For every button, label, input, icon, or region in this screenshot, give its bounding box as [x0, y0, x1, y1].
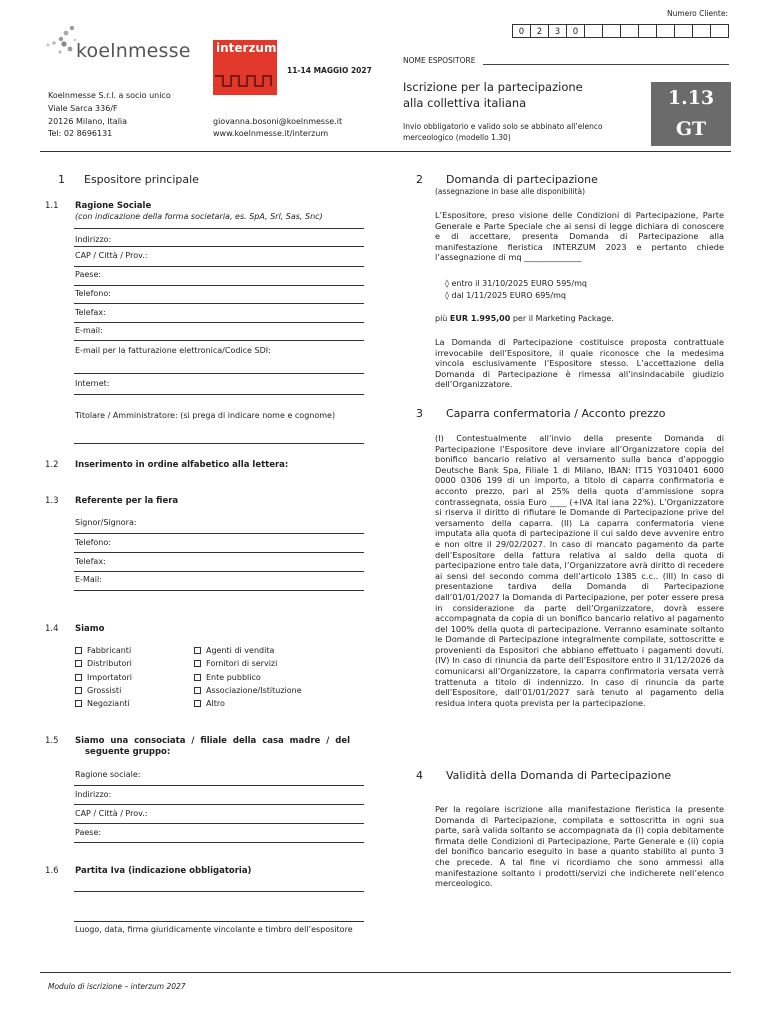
form-title-line1: Iscrizione per la partecipazione	[403, 80, 583, 94]
section-1-5-title-line1: Siamo una consociata / filiale della casa madre / del	[75, 736, 351, 746]
section-4-paragraph: Per la regolare iscrizione alla manifestazione fieristica la presente Domanda di Partecipazione, compilata e sottoscritta in ogni sua parte, sarà valida soltanto se accompagnata da (i) copia debitamente firmata delle Condizioni di Partecipazione, Parte Generale e (ii) copia del bonifico bancario eseguito in base a quanto stabilito al punto 3 che precede. A tal fine vi ricordiamo che sono ammessi alla manifestazione soltanto i prodotti/servizi che indicherete nell’elenco merceologico.	[435, 804, 724, 889]
section-1-6-number: 1.6	[45, 866, 59, 876]
checkbox-icon[interactable]	[75, 647, 82, 654]
signature-label: Luogo, data, firma giuridicamente vincolante e timbro dell’espositore	[75, 925, 353, 934]
marketing-pre: più	[435, 314, 450, 323]
form-title-line2: alla collettiva italiana	[403, 96, 527, 110]
paese-label: Paese:	[75, 270, 102, 279]
company-address: Viale Sarca 336/F	[48, 104, 118, 113]
partita-iva-field[interactable]	[74, 891, 364, 892]
telefax-field[interactable]	[74, 322, 364, 323]
section-2-number: 2	[416, 173, 423, 186]
paese-field[interactable]	[74, 285, 364, 286]
section-2-title: Domanda di partecipazione	[446, 173, 598, 186]
siamo-option[interactable]	[194, 659, 277, 668]
company-name: Koelnmesse S.r.l. a socio unico	[48, 91, 171, 100]
radio-icon: ◊	[445, 279, 452, 288]
client-number-label: Numero Cliente:	[666, 9, 728, 18]
interzum-logo-text: interzum	[216, 41, 277, 55]
form-note-line1: Invio obbligatorio e valido solo se abbinato all’elenco	[403, 122, 603, 131]
internet-field[interactable]	[74, 394, 364, 395]
contact-website[interactable]: www.koelnmesse.it/interzum	[213, 129, 329, 138]
telefono-label: Telefono:	[75, 289, 111, 298]
price-option-1[interactable]	[445, 279, 587, 288]
section-3-number: 3	[416, 407, 423, 420]
paese-2-label: Paese:	[75, 828, 102, 837]
siamo-option-label: Distributori	[87, 659, 132, 669]
indirizzo-label: Indirizzo:	[75, 235, 112, 244]
client-number-cell[interactable]	[710, 24, 729, 38]
siamo-option[interactable]	[75, 699, 130, 708]
client-number-cell[interactable]: 0	[566, 24, 585, 38]
cap-2-label: CAP / Città / Prov.:	[75, 809, 148, 818]
indirizzo-2-label: Indirizzo:	[75, 790, 112, 799]
marketing-post: per il Marketing Package.	[510, 314, 614, 323]
section-1-6-title: Partita Iva (indicazione obbligatoria)	[75, 866, 252, 876]
contact-email[interactable]: giovanna.bosoni@koelnmesse.it	[213, 117, 343, 126]
price-option-1-label: entro il 31/10/2025 EURO 595/mq	[451, 279, 587, 288]
siamo-option[interactable]	[75, 659, 132, 668]
ragione-sociale-2-field[interactable]	[74, 785, 364, 786]
ragione-sociale-field[interactable]	[74, 228, 364, 229]
checkbox-icon[interactable]	[75, 674, 82, 681]
siamo-option[interactable]	[194, 686, 302, 695]
client-number-cell[interactable]: 0	[512, 24, 531, 38]
email-sdi-field[interactable]	[74, 373, 364, 374]
interzum-logo	[213, 40, 277, 95]
section-4-title: Validità della Domanda di Partecipazione	[446, 769, 672, 782]
company-phone: Tel: 02 8696131	[48, 129, 113, 138]
siamo-option-label: Ente pubblico	[206, 672, 261, 682]
section-2-subtitle: (assegnazione in base alle disponibilità)	[435, 187, 586, 196]
section-1-4-number: 1.4	[45, 624, 59, 634]
referente-telefax-field[interactable]	[74, 571, 364, 572]
client-number-cell[interactable]	[620, 24, 639, 38]
koelnmesse-logo	[42, 22, 191, 66]
price-option-2[interactable]	[445, 291, 566, 300]
referente-email-label: E-Mail:	[75, 575, 102, 584]
client-number-cell[interactable]	[656, 24, 675, 38]
siamo-option[interactable]	[75, 686, 121, 695]
section-1-5-title-line2: seguente gruppo:	[85, 747, 171, 757]
siamo-option[interactable]	[75, 673, 132, 682]
siamo-option-label: Negozianti	[87, 699, 130, 709]
siamo-option[interactable]	[194, 673, 261, 682]
footer-divider	[40, 972, 731, 973]
email-field[interactable]	[74, 340, 364, 341]
internet-label: Internet:	[75, 379, 110, 388]
section-1-5-number: 1.5	[45, 736, 59, 746]
cap-label: CAP / Città / Prov.:	[75, 251, 148, 260]
checkbox-icon[interactable]	[194, 674, 201, 681]
checkbox-icon[interactable]	[75, 660, 82, 667]
siamo-option[interactable]	[194, 699, 225, 708]
email-sdi-label: E-mail per la fatturazione elettronica/Codice SDI:	[75, 346, 271, 355]
section-1-1-number: 1.1	[45, 201, 59, 211]
siamo-option-label: Associazione/Istituzione	[206, 685, 302, 695]
indirizzo-field[interactable]	[74, 246, 364, 247]
indirizzo-2-field[interactable]	[74, 804, 364, 805]
titolare-label: Titolare / Amministratore: (si prega di indicare nome e cognome)	[75, 411, 336, 420]
section-1-3-title: Referente per la fiera	[75, 496, 179, 506]
section-2-paragraph-2: La Domanda di Partecipazione costituisce proposta contrattuale irrevocabile dell’Espositore, il quale riconosce che la medesima vincola esclusivamente l’Espositore stesso. L’accettazione della Domanda di Partecipazione è rimessa all’insindacabile giudizio dell’Organizzatore.	[435, 337, 724, 390]
titolare-field[interactable]	[74, 443, 364, 444]
client-number-cell[interactable]: 2	[530, 24, 549, 38]
siamo-option-label: Agenti di vendita	[206, 646, 275, 655]
section-4-number: 4	[416, 769, 423, 782]
badge-number: 1.13	[667, 87, 715, 109]
exhibitor-name-label: NOME ESPOSITORE	[403, 56, 476, 65]
client-number-cell[interactable]	[638, 24, 657, 38]
section-1-2-number: 1.2	[45, 460, 59, 470]
exhibitor-name-field[interactable]	[483, 64, 729, 65]
section-3-title: Caparra confermatoria / Acconto prezzo	[446, 407, 666, 420]
section-1-1-hint: (con indicazione della forma societaria, es. SpA, Srl, Sas, Snc)	[75, 212, 323, 221]
siamo-option[interactable]	[194, 646, 274, 655]
section-1-number: 1	[58, 173, 65, 186]
section-1-4-title: Siamo	[75, 624, 105, 634]
section-2-paragraph-1: L’Espositore, preso visione delle Condizioni di Partecipazione, Parte Generale e Parte Speciale che ai sensi di legge dichiara di conoscere e di accettare, presenta Domanda di Partecipazione alla manifestazione fieristica INTERZUM 2023 e pertanto chiede l’assegnazione di mq ______________	[435, 210, 724, 263]
signature-field[interactable]	[74, 921, 364, 922]
client-number-cell[interactable]	[584, 24, 603, 38]
section-1-2-title: Inserimento in ordine alfabetico alla lettera:	[75, 460, 289, 470]
siamo-option[interactable]	[75, 646, 131, 655]
checkbox-icon[interactable]	[194, 647, 201, 654]
checkbox-icon[interactable]	[194, 687, 201, 694]
paese-2-field[interactable]	[74, 842, 364, 843]
email-label: E-mail:	[75, 326, 103, 335]
section-1-title: Espositore principale	[84, 173, 199, 186]
footer-text: Modulo di iscrizione – interzum 2027	[48, 982, 186, 991]
badge-code: GT	[675, 118, 707, 140]
marketing-amount: EUR 1.995,00	[449, 314, 511, 323]
price-option-2-label: dal 1/11/2025 EURO 695/mq	[451, 291, 566, 300]
telefax-label: Telefax:	[75, 308, 106, 317]
siamo-option-label: Importatori	[87, 672, 132, 682]
signor-label: Signor/Signora:	[75, 518, 137, 527]
checkbox-icon[interactable]	[194, 660, 201, 667]
checkbox-icon[interactable]	[75, 687, 82, 694]
radio-icon: ◊	[445, 291, 452, 300]
checkbox-icon[interactable]	[194, 700, 201, 707]
form-badge	[651, 82, 731, 146]
client-number-cell[interactable]	[692, 24, 711, 38]
siamo-option-label: Grossisti	[87, 685, 122, 695]
section-3-paragraph: (I) Contestualmente all’invio della presente Domanda di Partecipazione l’Espositore deve inviare all’Organizzatore copia del bonifico bancario relativo al versamento sulla banca d’appoggio Deutsche Bank Spa, Filiale 1 di Milano, IBAN: IT15 Y0310401 6000 0000 0306 199 di un importo, a titolo di caparra confirmatoria e acconto prezzo, pari al 25% della quota d’ammissione sopra contrassegnata, ossia Euro ____ (+IVA ital iana 22%). L’Organizzatore si riserva il diritto di rifiutare le Domande di Partecipazione prive del versamento della caparra. (II) La caparra confermatoria viene imputata alla quota di partecipazione il cui saldo deve avvenire entro e non oltre il 29/02/2027. In caso di mancato pagamento da parte dell’Espositore della fattura relativa al saldo della quota di partecipazione entro tale data, l’Organizzatore avrà diritto di recedere ai sensi del secondo comma dell’articolo 1385 c.c.. (III) In caso di presentazione tardiva della Domanda di Partecipazione dall’01/01/2027 la Domanda di Partecipazione, per poter essere presa in considerazione da parte dell’Organizzatore, dovrà essere accompagnata da copia di un bonifico bancario relativo al pagamento del 100% della quota di partecipazione. Verranno esaminate soltanto le Domande di Partecipazione integralmente compilate, sottoscritte e provenienti da Espositori che abbiano effettuato i pagamenti dovuti. (IV) In caso di rinuncia da parte dell’Espositore entro il 31/12/2026 da comunicarsi all’Organizzatore, la caparra confirmatoria versata verrà trattenuta a titolo di indennizzo. In caso di rinuncia da parte dell’Espositore, dall’01/01/2027 sarà tenuto al pagamento della residua intera quota prevista per la partecipazione.	[435, 433, 724, 708]
client-number-cell[interactable]: 3	[548, 24, 567, 38]
section-1-3-number: 1.3	[45, 496, 59, 506]
referente-telefax-label: Telefax:	[75, 557, 106, 566]
cap-2-field[interactable]	[74, 823, 364, 824]
referente-email-field[interactable]	[74, 590, 364, 591]
koelnmesse-logo-text: koelnmesse	[76, 40, 191, 62]
client-number-cell[interactable]	[674, 24, 693, 38]
telefono-field[interactable]	[74, 303, 364, 304]
marketing-package-line	[435, 314, 614, 323]
interzum-pattern-icon	[213, 72, 277, 92]
client-number-cell[interactable]	[602, 24, 621, 38]
company-city: 20126 Milano, Italia	[48, 117, 128, 126]
header-divider	[40, 151, 731, 152]
siamo-option-label: Fornitori di servizi	[206, 659, 278, 669]
signor-field[interactable]	[74, 533, 364, 534]
ragione-sociale-2-label: Ragione sociale:	[75, 770, 141, 779]
cap-field[interactable]	[74, 266, 364, 267]
siamo-option-label: Fabbricanti	[87, 646, 132, 655]
siamo-option-label: Altro	[206, 699, 225, 709]
form-note-line2: merceologico (modello 1.30)	[403, 133, 511, 142]
referente-telefono-field[interactable]	[74, 552, 364, 553]
event-dates: 11-14 MAGGIO 2027	[287, 66, 372, 75]
checkbox-icon[interactable]	[75, 700, 82, 707]
referente-telefono-label: Telefono:	[75, 538, 111, 547]
section-1-1-title: Ragione Sociale	[75, 201, 152, 211]
